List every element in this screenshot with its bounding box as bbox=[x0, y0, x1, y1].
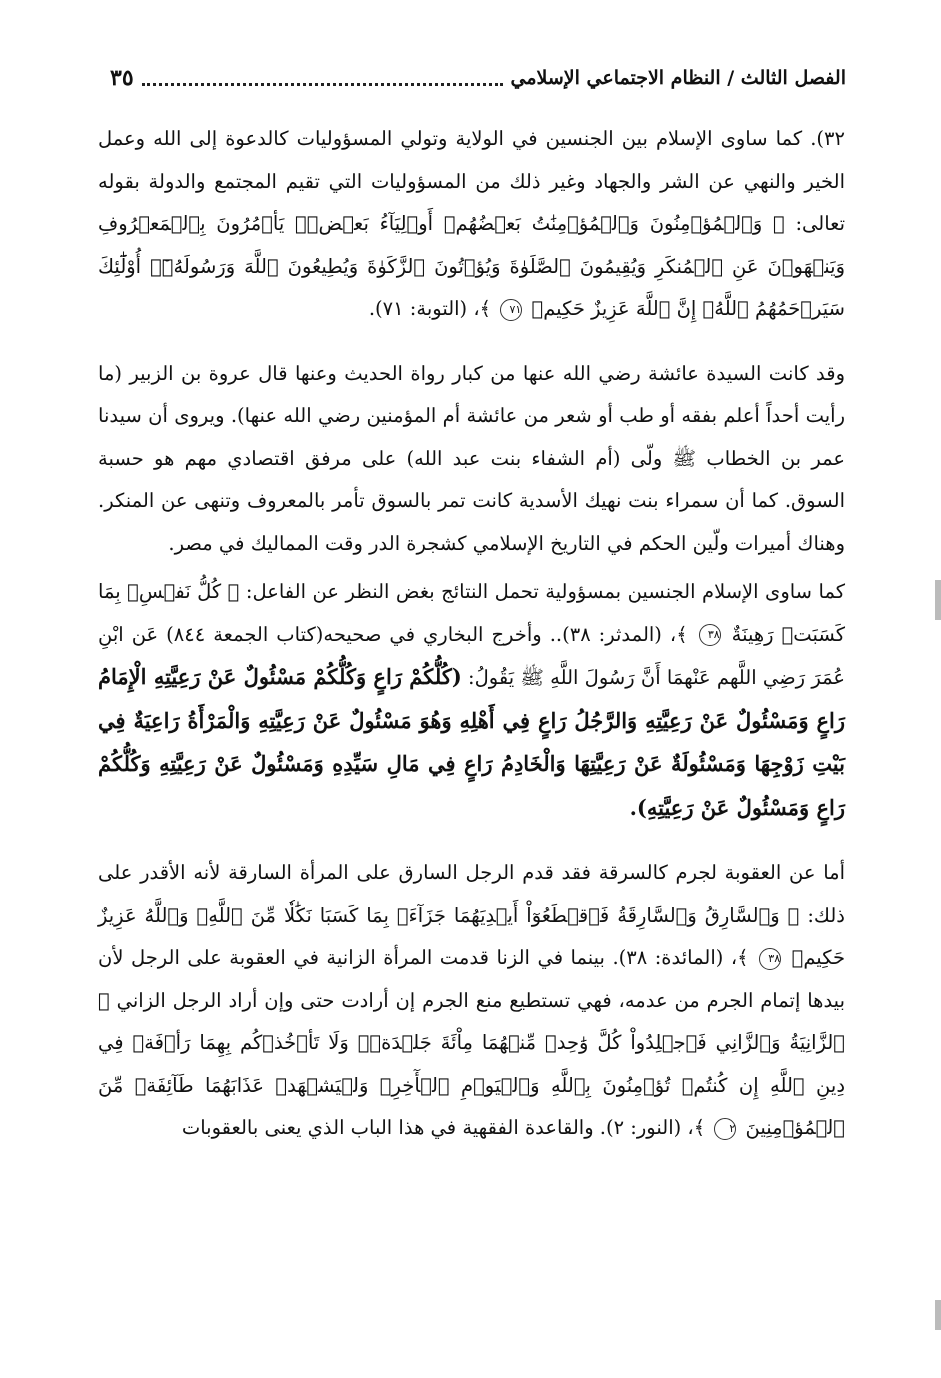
paragraph-2 bbox=[98, 353, 845, 566]
chapter-title: الفصل الثالث / النظام الاجتماعي الإسلامي bbox=[510, 67, 846, 89]
scan-edge-mark bbox=[935, 580, 941, 620]
ayah-number-marker: ٣٨ bbox=[759, 948, 781, 970]
paragraph-4-intro: أما عن العقوبة لجرم كالسرقة فقد قدم الرجل السارق على المرأة السارقة لأنه الأقدر على ذلك: bbox=[98, 861, 845, 927]
quran-verse-maidah: ﴿ وَٱلسَّارِقُ وَٱلسَّارِقَةُ فَٱقۡطَعُوٓاْ أَيۡدِيَهُمَا جَزَآءَۢ بِمَا كَسَبَا نَكَٰلٗا مِّنَ ٱللَّهِۗ وَٱللَّهُ عَزِيزٌ حَكِيمٞ bbox=[98, 903, 846, 969]
header-dot-leader bbox=[142, 83, 503, 86]
paragraph-4-middle: ﴾، (المائدة: ٣٨). بينما في الزنا قدمت المرأة الزانية في العقوبة على الرجل لأن بيدها إتمام الجرم من عدمه، فهي تستطيع منع الجرم إن أرادت حتى وإن أراد الرجل الزاني bbox=[98, 946, 845, 1012]
hadith-text: (كُلُّكُمْ رَاعٍ وَكُلُّكُمْ مَسْئُولٌ عَنْ رَعِيَّتِهِ الْإِمَامُ رَاعٍ وَمَسْئُولٌ عَنْ رَعِيَّتِهِ وَالرَّجُلُ رَاعٍ فِي أَهْلِهِ وَهُوَ مَسْئُولٌ عَنْ رَعِيَّتِهِ وَالْمَرْأَةُ رَاعِيَةٌ فِي بَيْتِ زَوْجِهَا وَمَسْئُولَةٌ عَنْ رَعِيَّتِهَا وَالْخَادِمُ رَاعٍ فِي مَالِ سَيِّدِهِ وَمَسْئُولٌ عَنْ رَعِيَّتِهِ وَكُلُّكُمْ رَاعٍ وَمَسْئُولٌ عَنْ رَعِيَّتِهِ). bbox=[98, 664, 845, 820]
scan-edge-mark bbox=[935, 1300, 941, 1330]
paragraph-1 bbox=[98, 118, 845, 331]
paragraph-spacer bbox=[98, 830, 845, 852]
paragraph-2-text: وقد كانت السيدة عائشة رضي الله عنها من كبار رواة الحديث وعنها قال عروة بن الزبير (ما رأيت أحداً أعلم بفقه أو طب أو شعر من عائشة أم المؤمنين رضي الله عنها). ويروى أن سيدنا عمر بن الخطاب ﷺ ولّى (أم الشفاء بنت عبد الله) على مرفق اقتصادي مهم هو حسبة السوق. كما أن سمراء بنت نهيك الأسدية كانت تمر بالسوق تأمر بالمعروف وتنهى عن المنكر. وهناك أميرات ولّين الحكم في التاريخ الإسلامي كشجرة الدر وقت المماليك في مصر. bbox=[98, 361, 845, 555]
paragraph-4 bbox=[98, 852, 845, 1150]
paragraph-1-intro: ٣٢). كما ساوى الإسلام بين الجنسين في الولاية وتولي المسؤوليات كالدعوة إلى الله وعمل الخير والنهي عن الشر والجهاد وغير ذلك من المسؤوليات التي تقيم المجتمع والدولة بقوله تعالى: bbox=[98, 127, 845, 235]
ayah-number-marker: ٣٨ bbox=[699, 624, 721, 646]
verse-reference: ﴾، (المدثر: ٣٨).. وأخرج البخاري في صحيحه(كتاب الجمعة ٨٤٤) عَن ابْنِ عُمَرَ رَضِي اللَّهم عَنْهمَا أَنَّ رَسُولَ اللَّهِ ﷺ يَقُولُ: bbox=[98, 622, 845, 689]
paragraph-4-end: ﴾، (النور: ٢). والقاعدة الفقهية في هذا الباب الذي يعنى بالعقوبات bbox=[181, 1116, 706, 1139]
quran-verse-nur: ﴿ ٱلزَّانِيَةُ وَٱلزَّانِي فَٱجۡلِدُواْ كُلَّ وَٰحِدٖ مِّنۡهُمَا مِاْئَةَ جَلۡدَةٖۖ وَلَا تَأۡخُذۡكُم بِهِمَا رَأۡفَةٞ فِي دِينِ ٱللَّهِ إِن كُنتُمۡ تُؤۡمِنُونَ بِٱللَّهِ وَٱلۡيَوۡمِ ٱلۡأٓخِرِۖ وَلۡيَشۡهَدۡ عَذَابَهُمَا طَآئِفَةٞ مِّنَ ٱلۡمُؤۡمِنِينَ bbox=[98, 988, 845, 1139]
paragraph-3 bbox=[98, 571, 845, 830]
paragraph-spacer bbox=[98, 331, 845, 353]
running-header bbox=[110, 58, 846, 98]
body-text bbox=[98, 118, 845, 1150]
paragraph-3-intro: كما ساوى الإسلام الجنسين بمسؤولية تحمل النتائج بغض النظر عن الفاعل: bbox=[245, 580, 845, 603]
verse-reference: ﴾، (التوبة: ٧١). bbox=[368, 297, 492, 320]
quran-verse-muddaththir: ﴿ كُلُّ نَفۡسِۭ بِمَا كَسَبَتۡ رَهِينَةٌ bbox=[98, 580, 846, 646]
page-number: ٣٥ bbox=[110, 65, 134, 91]
ayah-number-marker: ٧١ bbox=[500, 299, 522, 321]
quran-verse-tawbah: ﴿ وَٱلۡمُؤۡمِنُونَ وَٱلۡمُؤۡمِنَٰتُ بَعۡضُهُمۡ أَوۡلِيَآءُ بَعۡضٖۚ يَأۡمُرُونَ بِٱلۡمَعۡرُوفِ وَيَنۡهَوۡنَ عَنِ ٱلۡمُنكَرِ وَيُقِيمُونَ ٱلصَّلَوٰةَ وَيُؤۡتُونَ ٱلزَّكَوٰةَ وَيُطِيعُونَ ٱللَّهَ وَرَسُولَهُۥٓۚ أُوْلَٰٓئِكَ سَيَرۡحَمُهُمُ ٱللَّهُۗ إِنَّ ٱللَّهَ عَزِيزٌ حَكِيمٞ bbox=[98, 212, 845, 320]
ayah-number-marker: ٢ bbox=[714, 1118, 736, 1140]
